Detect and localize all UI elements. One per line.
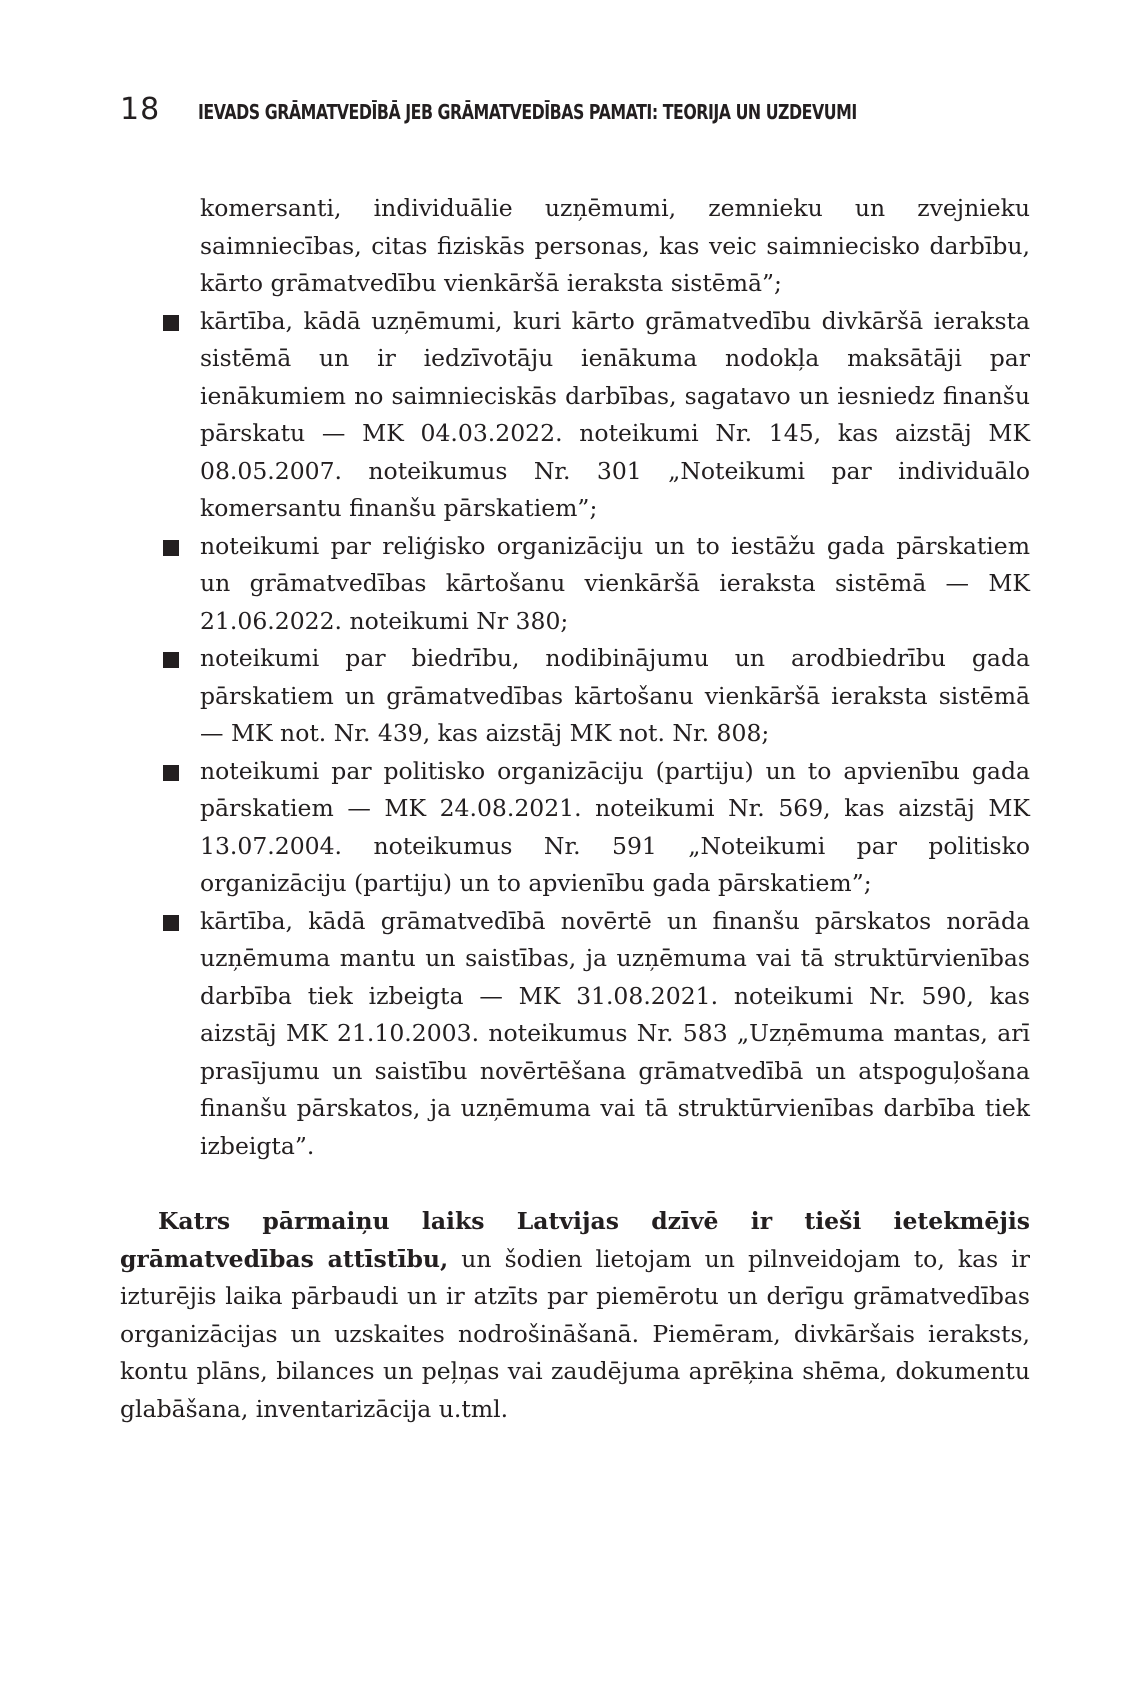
list-item-text: noteikumi par biedrību, nodibinājumu un arodbiedrību gada pārskatiem un grāmatvedības kārtošanu vienkāršā ieraksta sistēmā — MK not. Nr. 439, kas aizstāj MK not. Nr. 808;: [200, 644, 1030, 747]
list-item-text: noteikumi par politisko organizāciju (partiju) un to apvienību gada pārskatiem — MK 24.08.2021. noteikumi Nr. 569, kas aizstāj MK 13.07.2004. noteikumus Nr. 591 „Noteikumi par politisko organizāciju (partiju) un to apvienību gada pārskatiem”;: [200, 756, 1030, 897]
paragraph-body-text: un šodien lietojam un pilnveidojam to, kas ir izturējis laika pārbaudi un ir atzīts par piemērotu un derīgu grāmatvedības organizācijas un uzskaites nodrošināšanā. Piemēram, divkāršais ieraksts, kontu plāns, bilances un peļņas vai zaudējuma aprēķina shēma, dokumentu glabāšana, inventarizācija u.tml.: [120, 1244, 1030, 1423]
page-body: [120, 190, 1030, 1428]
square-bullet-icon: [163, 915, 179, 931]
page-number: 18: [120, 92, 161, 127]
running-title: IEVADS GRĀMATVEDĪBĀ JEB GRĀMATVEDĪBAS PAMATI: TEORIJA UN UZDEVUMI: [198, 100, 857, 124]
list-item: [200, 528, 1030, 641]
list-item-text: kārtība, kādā grāmatvedībā novērtē un finanšu pārskatos norāda uzņēmuma mantu un saistības, ja uzņēmuma vai tā struktūrvienības darbība tiek izbeigta — MK 31.08.2021. noteikumi Nr. 590, kas aizstāj MK 21.10.2003. noteikumus Nr. 583 „Uzņēmuma mantas, arī prasījumu un saistību novērtēšana grāmatvedībā un atspoguļošana finanšu pārskatos, ja uzņēmuma vai tā struktūrvienības darbība tiek izbeigta”.: [200, 906, 1030, 1160]
list-item-text: kārtība, kādā uzņēmumi, kuri kārto grāmatvedību divkāršā ieraksta sistēmā un ir iedzīvotāju ienākuma nodokļa maksātāji par ienākumiem no saimnieciskās darbības, sagatavo un iesniedz finanšu pārskatu — MK 04.03.2022. noteikumi Nr. 145, kas aizstāj MK 08.05.2007. noteikumus Nr. 301 „Noteikumi par individuālo komersantu finanšu pārskatiem”;: [200, 306, 1030, 522]
square-bullet-icon: [163, 315, 179, 331]
square-bullet-icon: [163, 765, 179, 781]
list-item: [200, 303, 1030, 528]
list-item: [200, 753, 1030, 903]
body-paragraph: [120, 1203, 1030, 1428]
page-header: [120, 92, 1082, 132]
list-item: [200, 640, 1030, 753]
regulation-list: [120, 190, 1030, 1165]
list-item-continuation: [200, 190, 1030, 303]
list-item: [200, 903, 1030, 1166]
square-bullet-icon: [163, 540, 179, 556]
square-bullet-icon: [163, 652, 179, 668]
list-item-text: komersanti, individuālie uzņēmumi, zemnieku un zvejnieku saimniecības, citas fiziskās personas, kas veic saimniecisko darbību, kārto grāmatvedību vienkāršā ieraksta sistēmā”;: [200, 194, 1030, 297]
paragraph-bold-lead: Katrs pārmaiņu laiks Latvijas dzīvē ir tieši ietekmējis grāmatvedības attīstību,: [120, 1207, 1030, 1273]
list-item-text: noteikumi par reliģisko organizāciju un to iestāžu gada pārskatiem un grāmatvedības kārtošanu vienkāršā ieraksta sistēmā — MK 21.06.2022. noteikumi Nr 380;: [200, 531, 1030, 635]
